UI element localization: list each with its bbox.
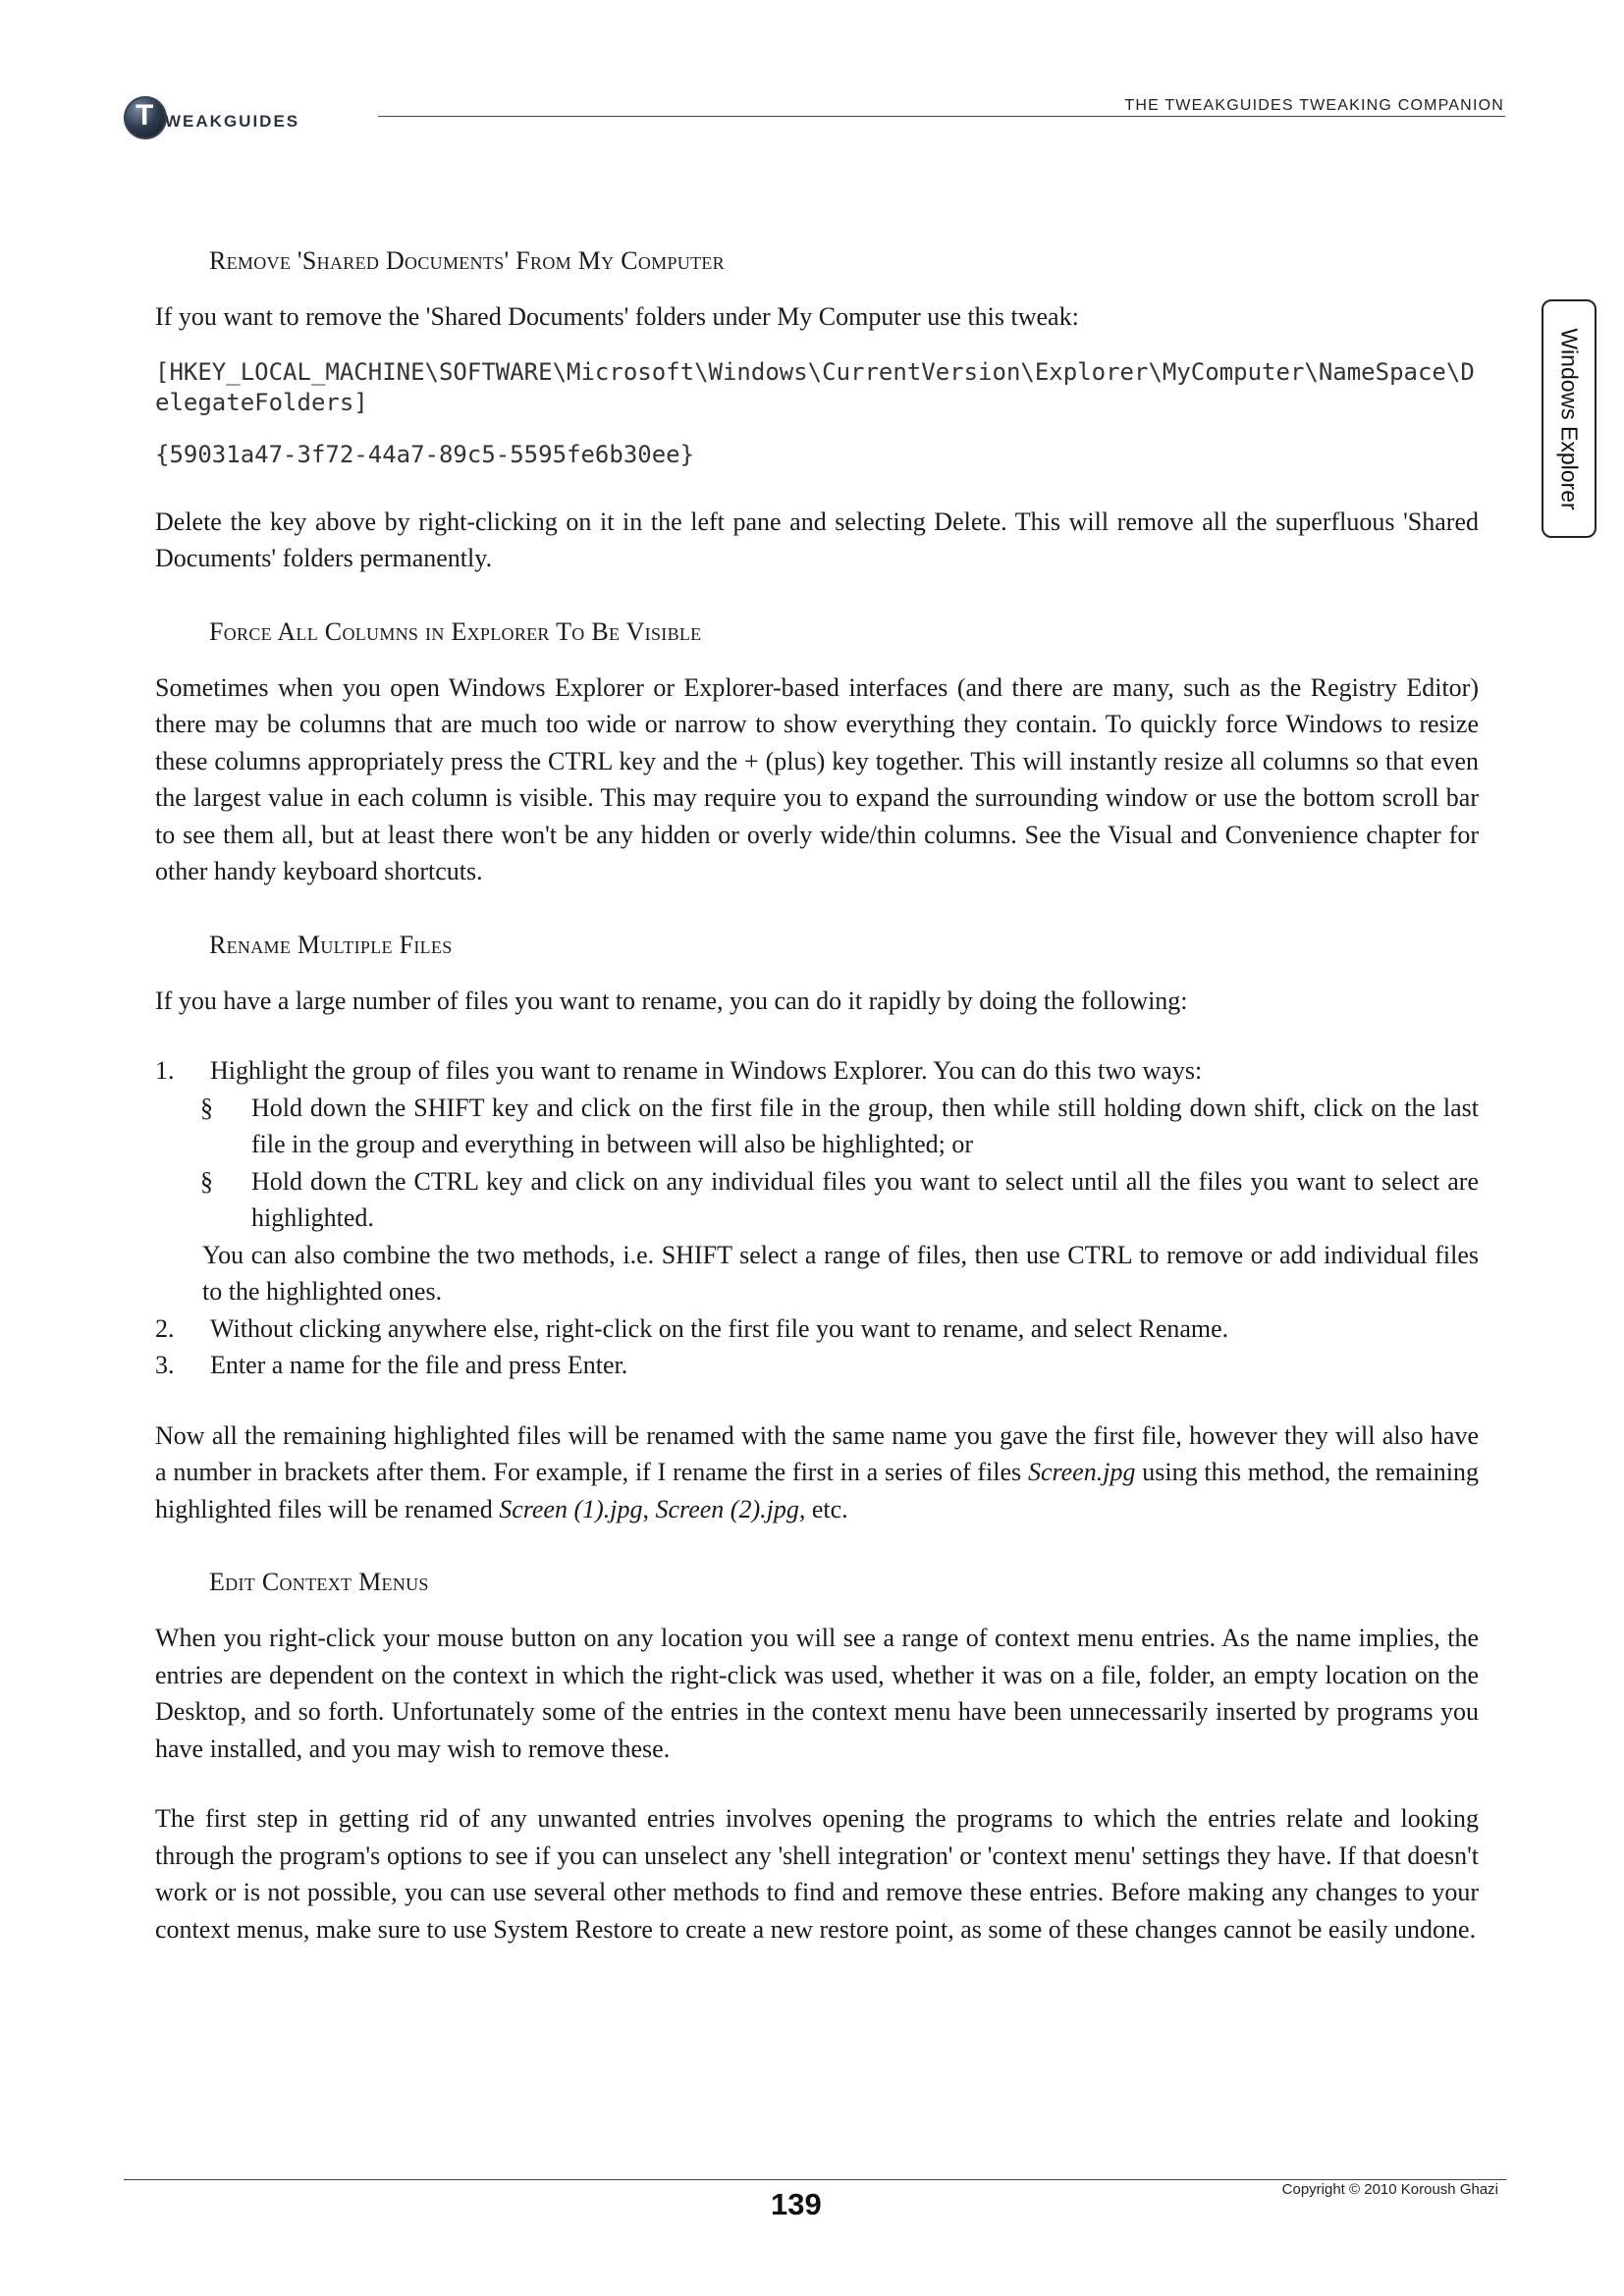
list-item-text: Enter a name for the file and press Enter. [210,1351,628,1379]
section-heading-rename-files: Rename Multiple Files [209,930,453,959]
page-content [155,245,1479,1948]
header-divider [378,116,1505,117]
running-title: THE TWEAKGUIDES TWEAKING COMPANION [1124,97,1504,114]
numbered-steps-list [155,1052,1479,1384]
filename-example: Screen.jpg [1027,1458,1136,1486]
bullet-item [155,1090,1479,1163]
step-note: You can also combine the two methods, i.e. SHIFT select a range of files, then use CTRL to remove or add individual files to the highlighted ones. [202,1240,1479,1306]
list-item [155,1310,1479,1348]
section-sign-bullet-icon: § [200,1166,213,1196]
bullet-text: Hold down the SHIFT key and click on the first file in the group, then while still holding down shift, click on the last file in the group and everything in between will also be highlighted; or [251,1093,1479,1158]
list-item-text: Without clicking anywhere else, right-click on the first file you want to rename, and select Rename. [210,1313,1229,1343]
filename-example: Screen (1).jpg [499,1494,643,1523]
paragraph: If you want to remove the 'Shared Documents' folders under My Computer use this tweak: [155,302,1079,331]
section-sign-bullet-icon: § [200,1093,213,1122]
page-number: 139 [771,2187,822,2221]
section-heading-context-menus: Edit Context Menus [209,1568,429,1596]
list-item-text: Highlight the group of files you want to rename in Windows Explorer. You can do this two ways: [210,1056,1203,1085]
globe-logo-icon [124,96,167,139]
list-item [155,1347,1479,1384]
footer-divider [124,2179,1506,2180]
paragraph: If you have a large number of files you want to rename, you can do it rapidly by doing the following: [155,986,1188,1015]
text-run: etc. [805,1494,848,1523]
list-item [155,1052,1479,1090]
registry-key-path: [HKEY_LOCAL_MACHINE\SOFTWARE\Microsoft\Windows\CurrentVersion\Explorer\MyComputer\NameSpace\DelegateFolders] [155,357,1475,416]
list-item-number: 1. [155,1056,175,1085]
chapter-side-tab [1542,299,1597,538]
section-heading-shared-docs: Remove 'Shared Documents' From My Computer [209,246,725,275]
copyright-notice: Copyright © 2010 Koroush Ghazi [1281,2181,1498,2198]
section-heading-force-columns: Force All Columns in Explorer To Be Visible [209,616,702,646]
chapter-side-tab-label: Windows Explorer [1556,327,1583,510]
text-run: , [642,1494,656,1523]
logo-wordmark: WEAKGUIDES [165,112,300,131]
text-run: Now all the remaining highlighted files will be renamed with the same name you gave the first file, however they will also have a number in brackets after them. For example, if I rename the first in a series of files [155,1420,1479,1486]
paragraph: Delete the key above by right-clicking on it in the left pane and selecting Delete. This will remove all the superfluous 'Shared Documents' folders permanently. [155,507,1479,572]
text-run: using this method, the remaining highlighted files will be renamed [155,1458,1479,1523]
list-item-number: 2. [155,1313,175,1343]
list-item-number: 3. [155,1351,175,1379]
paragraph [155,1417,1479,1528]
bullet-text: Hold down the CTRL key and click on any individual files you want to select until all the files you want to select are highlighted. [251,1166,1479,1232]
filename-example: Screen (2).jpg, [655,1494,806,1523]
tweakguides-logo [124,96,369,145]
paragraph: The first step in getting rid of any unwanted entries involves opening the programs to which the entries relate and looking through the program's options to see if you can unselect any 'shell integration' or 'context menu' settings they have. If that doesn't work or is not possible, you can use several other methods to find and remove these entries. Before making any changes to your context menus, make sure to use System Restore to create a new restore point, as some of these changes cannot be easily undone. [155,1804,1479,1944]
paragraph: Sometimes when you open Windows Explorer or Explorer-based interfaces (and there are many, such as the Registry Editor) there may be columns that are much too wide or narrow to show everything they contain. To quickly force Windows to resize these columns appropriately press the CTRL key and the + (plus) key together. This will instantly resize all columns so that even the largest value in each column is visible. This may require you to expand the surrounding window or use the bottom scroll bar to see them all, but at least there won't be any hidden or overly wide/thin columns. See the Visual and Convenience chapter for other handy keyboard shortcuts. [155,672,1479,885]
registry-key-guid: {59031a47-3f72-44a7-89c5-5595fe6b30ee} [155,440,695,468]
bullet-item [155,1163,1479,1237]
paragraph: When you right-click your mouse button on any location you will see a range of context menu entries. As the name implies, the entries are dependent on the context in which the right-click was used, whether it was on a file, folder, an empty location on the Desktop, and so forth. Unfortunately some of the entries in the context menu have been unnecessarily inserted by programs you have installed, and you may wish to remove these. [155,1624,1479,1763]
